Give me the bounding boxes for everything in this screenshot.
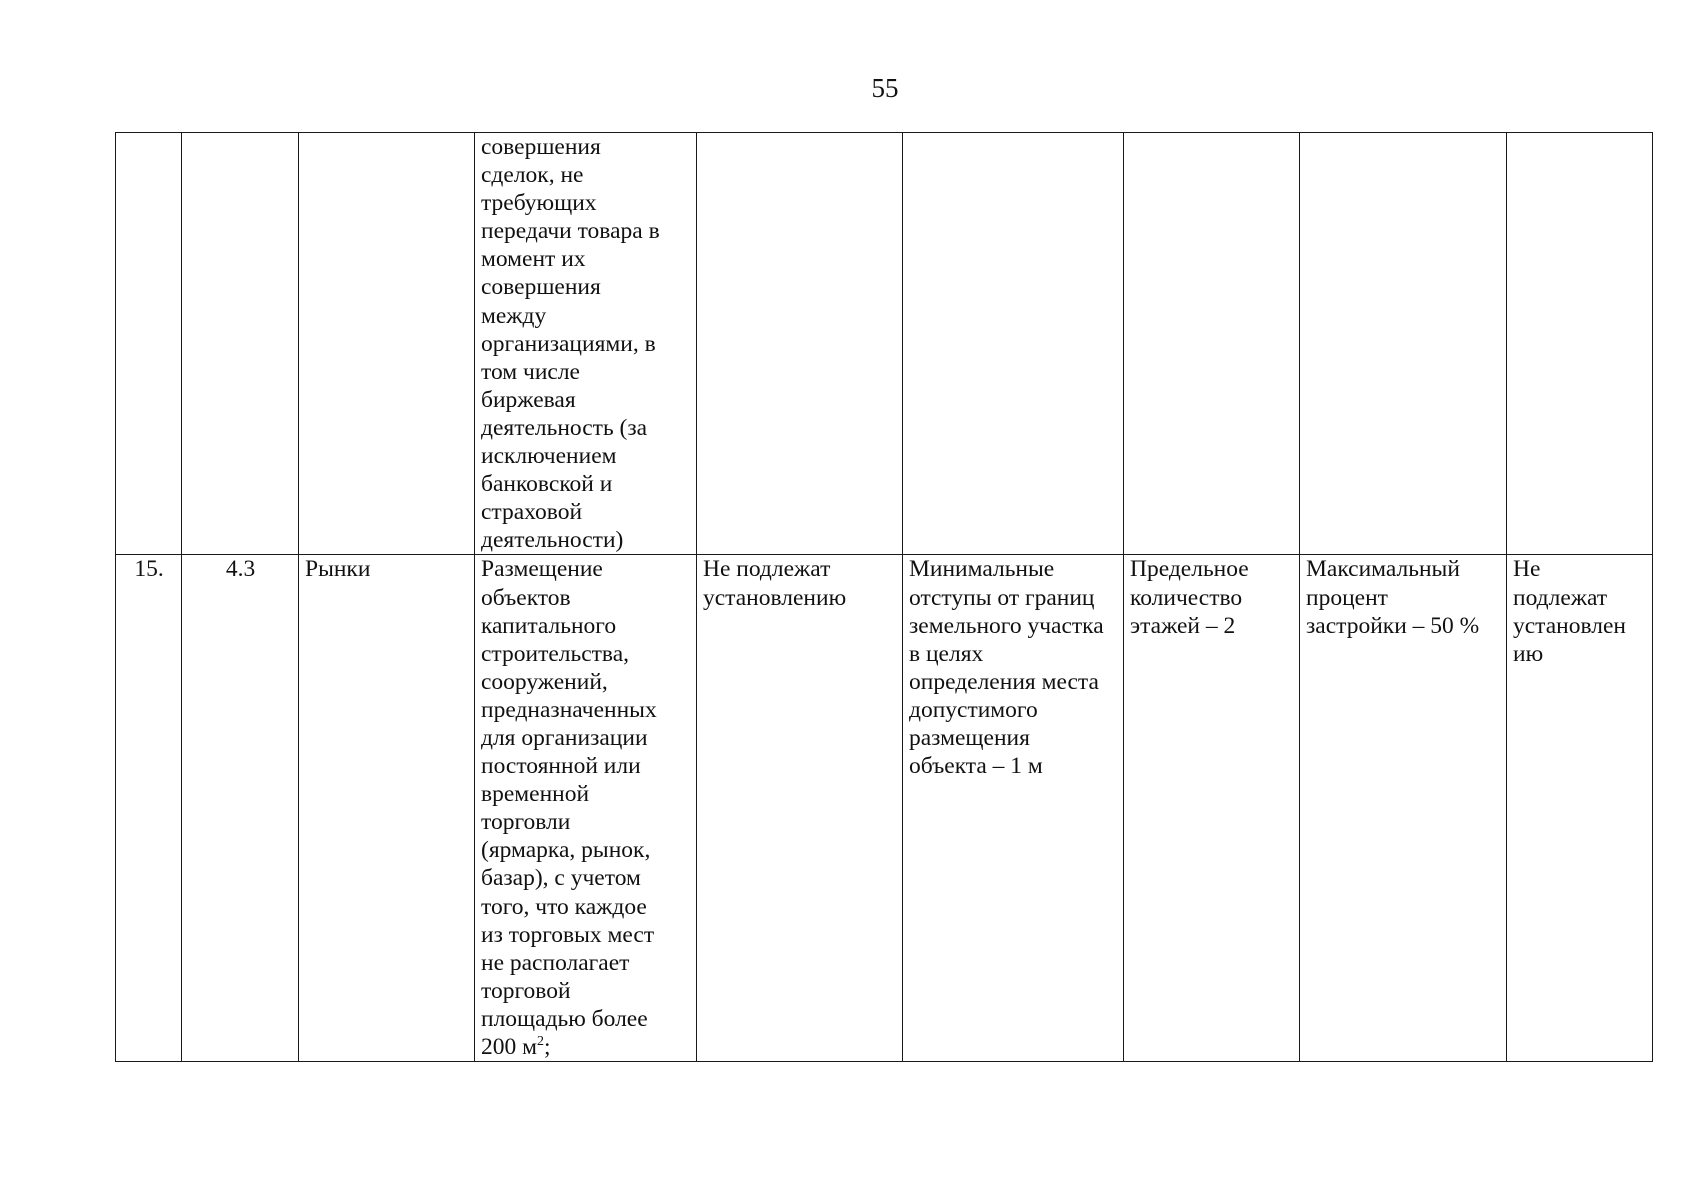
- cell-area: [697, 133, 903, 555]
- cell-other: [1507, 133, 1653, 555]
- cell-setbacks: [903, 133, 1124, 555]
- cell-code: [182, 555, 299, 1062]
- superscript-exponent: 2: [537, 1034, 544, 1049]
- cell-description: [475, 555, 697, 1062]
- row-code: 4.3: [225, 556, 256, 583]
- cell-setbacks: [903, 555, 1124, 1062]
- table-row: [116, 133, 1653, 555]
- floors-text: Предельное количество этажей – 2: [1130, 556, 1249, 639]
- cell-area: [697, 555, 903, 1062]
- cell-other: [1507, 555, 1653, 1062]
- cell-number: [116, 555, 182, 1062]
- cell-description: [475, 133, 697, 555]
- description-text: Размещение объектов капитального строительства, сооружений, предназначенных для организации постоянной или временной торговли (ярмарка, рынок, базар), с учетом того, что каждое из торговых мест не располагает торговой площадью более 200 $м^2$;: [481, 556, 657, 1060]
- cell-code: [182, 133, 299, 555]
- row-name: Рынки: [305, 556, 371, 583]
- row-number: 15.: [134, 556, 164, 583]
- regulations-table: [115, 132, 1653, 1062]
- page-number: 55: [871, 73, 899, 103]
- area-text: Не подлежат установлению: [703, 556, 847, 611]
- description-text: совершения сделок, не требующих передачи товара в момент их совершения между организациями, в том числе биржевая деятельность (за исключением банковской и страховой деятельности): [481, 134, 660, 554]
- table-row: [116, 555, 1653, 1062]
- setbacks-text: Минимальные отступы от границ земельного участка в целях определения места допустимого размещения объекта – 1 м: [909, 556, 1104, 780]
- other-text: Не подлежат установлен ию: [1513, 556, 1627, 667]
- coverage-text: Максимальный процент застройки – 50 %: [1306, 556, 1480, 639]
- cell-name: [299, 133, 475, 555]
- cell-name: [299, 555, 475, 1062]
- cell-floors: [1124, 555, 1300, 1062]
- cell-floors: [1124, 133, 1300, 555]
- cell-number: [116, 133, 182, 555]
- cell-coverage: [1300, 555, 1507, 1062]
- cell-coverage: [1300, 133, 1507, 555]
